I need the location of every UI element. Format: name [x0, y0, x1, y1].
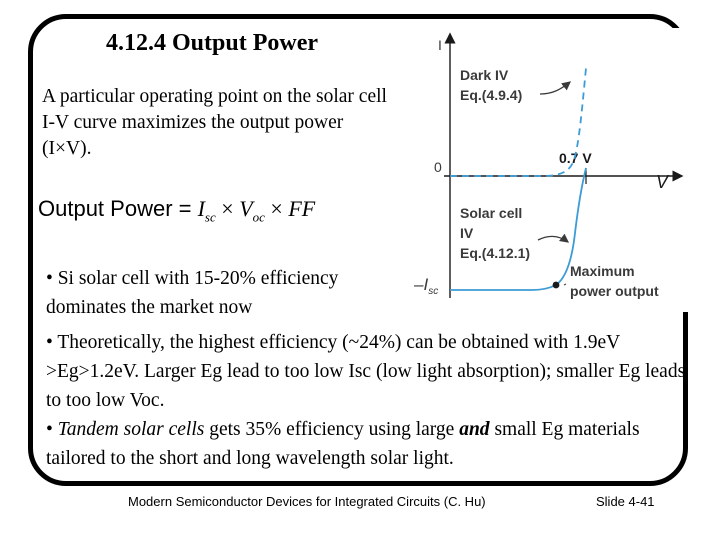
bullet3-and: and: [459, 419, 490, 440]
power-formula: [38, 196, 315, 225]
intro-text: A particular operating point on the solar cell I-V curve maximizes the output power (I: [42, 86, 387, 159]
bullet3-tandem: Tandem solar cells: [57, 419, 205, 440]
solar-label-3: Eq.(4.12.1): [460, 245, 531, 261]
intro-v: V: [66, 138, 81, 159]
formula-voc-sub: oc: [252, 209, 265, 225]
y-axis-label: I: [438, 37, 442, 53]
max-power-point: [553, 282, 560, 289]
formula-isc: I: [197, 196, 205, 221]
dark-iv-label-2: Eq.(4.9.4): [460, 87, 523, 103]
max-power-label-2: power output: [570, 283, 659, 299]
solar-label-2: IV: [460, 225, 474, 241]
dark-iv-label-1: Dark IV: [460, 67, 509, 83]
isc-label-sub: sc: [428, 286, 439, 297]
formula-isc-sub: sc: [204, 209, 216, 225]
formula-lhs: Output Power =: [38, 196, 198, 221]
origin-label: 0: [434, 159, 442, 175]
bullet-si-efficiency: • Si solar cell with 15-20% efficiency dominates the market now: [46, 268, 339, 318]
footer-slide-number: Slide 4-41: [596, 494, 655, 509]
isc-label: [413, 275, 438, 297]
isc-label-main: –I: [414, 275, 429, 294]
formula-ff: FF: [288, 196, 316, 221]
intro-times: ×: [55, 138, 66, 159]
max-power-label-1: Maximum: [570, 263, 635, 279]
bullet3-mid: gets 35% efficiency using large: [204, 419, 460, 440]
bullet3-rest: small Eg materials tailored to the short and long wavelength solar light.: [46, 419, 640, 469]
footer-course: Modern Semiconductor Devices for Integrated Circuits (C. Hu): [128, 494, 486, 509]
voltage-label: 0.7 V: [559, 150, 592, 166]
bullet3-prefix: •: [46, 419, 58, 440]
bullet-tandem-cells: [46, 415, 696, 473]
formula-times-2: ×: [264, 196, 289, 221]
arrow-icon: [540, 82, 570, 94]
x-axis-label: V: [656, 172, 669, 192]
iv-curve-figure: [404, 28, 688, 312]
intro-paragraph: [42, 84, 392, 162]
formula-times-1: ×: [215, 196, 240, 221]
slide-title: 4.12.4 Output Power: [106, 30, 318, 56]
arrow-icon: [564, 284, 566, 285]
solar-label-1: Solar cell: [460, 205, 523, 221]
intro-end: ).: [80, 138, 92, 159]
formula-voc: V: [239, 196, 253, 221]
arrow-icon: [538, 236, 568, 242]
bullet-theoretical-efficiency: • Theoretically, the highest efficiency (~24%) can be obtained with 1.9eV >Eg>1.2eV. Larger Eg lead to too low Isc (low light absorption); smaller Eg leads to too low Voc.: [46, 332, 686, 411]
